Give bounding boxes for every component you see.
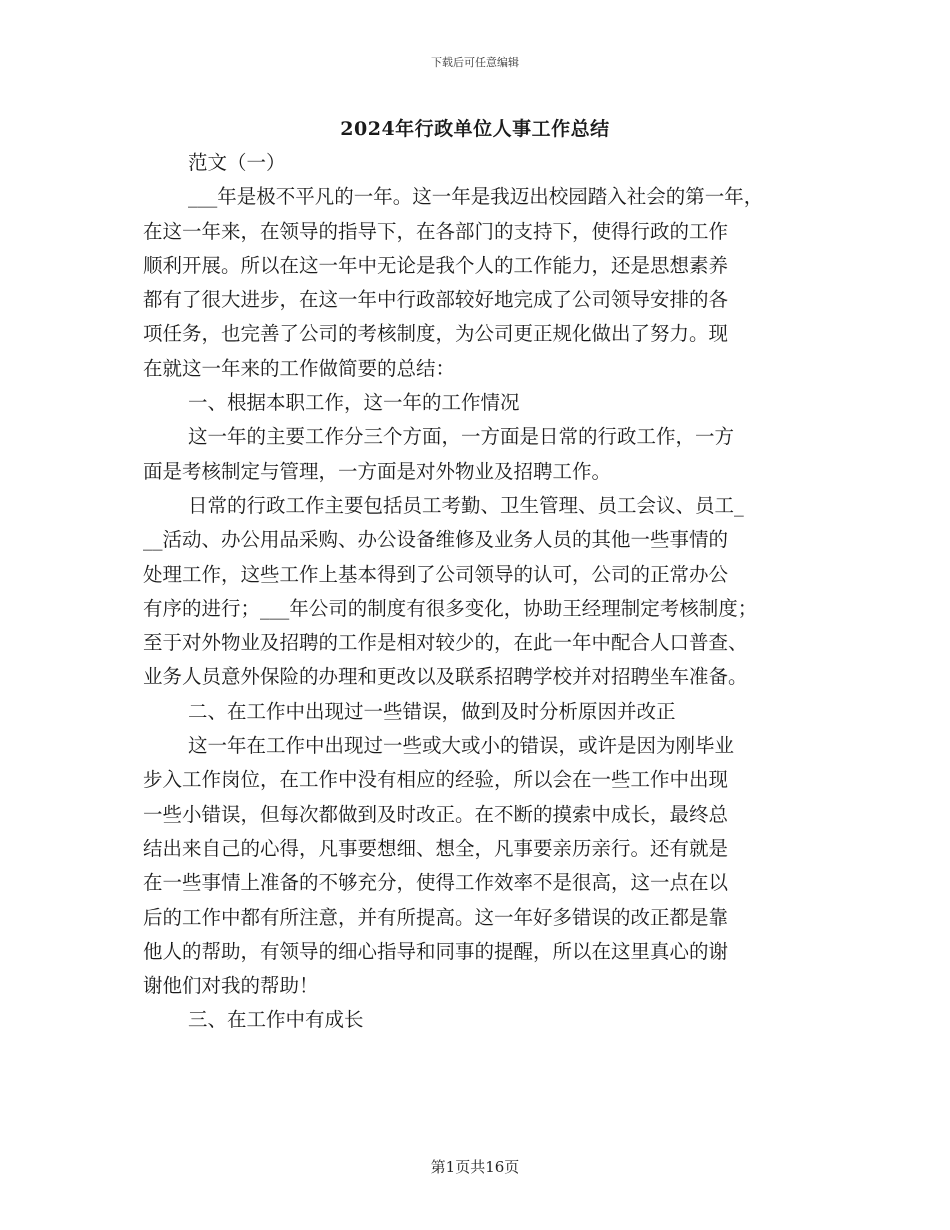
text-line: 他人的帮助，有领导的细心指导和同事的提醒，所以在这里真心的谢 [143,939,729,963]
document-title: 2024年行政单位人事工作总结 [340,118,610,140]
header-note: 下载后可任意编辑 [431,56,519,69]
text-line: 在就这一年来的工作做简要的总结： [143,356,456,380]
text-line: 顺利开展。所以在这一年中无论是我个人的工作能力，还是思想素养 [143,253,729,277]
text-line: 后的工作中都有所注意，并有所提高。这一年好多错误的改正都是靠 [143,905,729,929]
text-line: 谢他们对我的帮助！ [143,974,319,998]
text-line: 一些小错误，但每次都做到及时改正。在不断的摸索中成长，最终总 [143,802,729,826]
text-line: 面是考核制定与管理，一方面是对外物业及招聘工作。 [143,459,612,483]
text-line: 一、根据本职工作，这一年的工作情况 [188,391,520,415]
text-line: 这一年在工作中出现过一些或大或小的错误，或许是因为刚毕业 [188,734,735,758]
text-line: 三、在工作中有成长 [188,1008,364,1032]
text-line: __活动、办公用品采购、办公设备维修及业务人员的其他一些事情的 [143,528,729,552]
document-body [143,146,815,1038]
text-line: 范文（一） [188,151,286,174]
text-line: 在这一年来，在领导的指导下，在各部门的支持下，使得行政的工作 [143,219,729,243]
text-line: 都有了很大进步，在这一年中行政部较好地完成了公司领导安排的各 [143,288,729,312]
text-line: 日常的行政工作主要包括员工考勤、卫生管理、员工会议、员工_ [188,493,744,517]
text-line: 处理工作，这些工作上基本得到了公司领导的认可，公司的正常办公 [143,562,729,586]
text-line: 结出来自己的心得，凡事要想细、想全，凡事要亲历亲行。还有就是 [143,836,729,860]
text-line: 项任务，也完善了公司的考核制度，为公司更正规化做出了努力。现 [143,322,729,346]
text-line: 这一年的主要工作分三个方面，一方面是日常的行政工作，一方 [188,425,735,449]
text-line: 在一些事情上准备的不够充分，使得工作效率不是很高，这一点在以 [143,871,729,895]
text-line: 业务人员意外保险的办理和更改以及联系招聘学校并对招聘坐车准备。 [143,665,748,689]
text-line: 有序的进行；___年公司的制度有很多变化，协助王经理制定考核制度； [143,596,758,620]
text-line: 至于对外物业及招聘的工作是相对较少的，在此一年中配合人口普查、 [143,631,748,655]
text-line: ___年是极不平凡的一年。这一年是我迈出校园踏入社会的第一年， [188,185,764,209]
text-line: 二、在工作中出现过一些错误，做到及时分析原因并改正 [188,699,676,723]
text-line: 步入工作岗位，在工作中没有相应的经验，所以会在一些工作中出现 [143,768,729,792]
page-footer: 第1页共16页 [430,1158,520,1176]
